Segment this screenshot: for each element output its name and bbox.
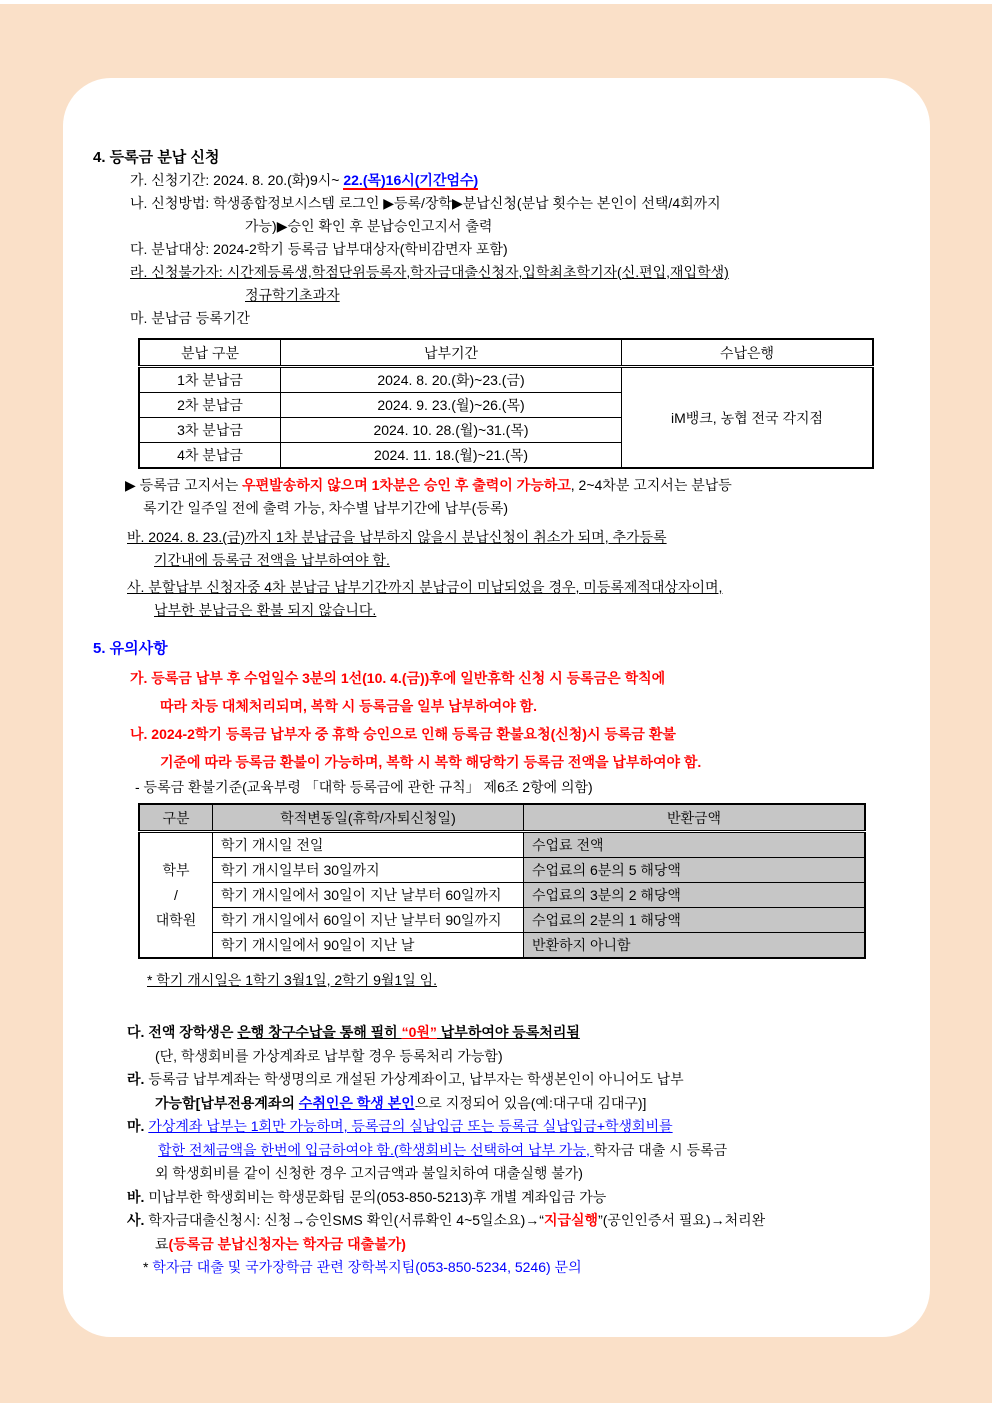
header-payment-period: 납부기간: [281, 339, 622, 367]
cell-refund-3: 수업료의 3분의 2 해당액: [524, 883, 866, 908]
cell-refund-4: 수업료의 2분의 1 해당액: [524, 908, 866, 933]
contact-star: *: [143, 1259, 153, 1275]
item-installment-period: 마. 분납금 등록기간: [130, 310, 250, 326]
scan-top-margin: [0, 0, 992, 4]
note-loan-line1: [93, 1209, 904, 1233]
cell-change-3: 학기 개시일에서 30일이 지난 날부터 60일까지: [213, 883, 524, 908]
scholarship-marker: 다.: [127, 1024, 149, 1040]
virtual-blue2: 합한 전체금액을 한번에 입금하여야 함.(학생회비는 선택하여 납부 가능,: [158, 1141, 594, 1158]
norefund-text1: 사. 분할납부 신청자중 4차 분납금 납부기간까지 분납금이 미납되었을 경우, 미등록제적대상자이며,: [127, 579, 723, 595]
note-virtual-line2: [93, 1139, 904, 1163]
note-virtual-line3: 외 학생회비를 같이 신청한 경우 고지금액과 불일치하여 대출실행 불가): [155, 1165, 583, 1181]
account-payee-highlight: 수취인은 학생 본인: [298, 1094, 415, 1111]
triangle-bullet-icon: ▶: [125, 477, 136, 493]
cell-change-4: 학기 개시일에서 60일이 지난 날부터 90일까지: [213, 908, 524, 933]
account-text1: 등록금 납부계좌는 학생명의로 개설된 가상계좌이고, 납부자는 학생본인이 아니어도 납부: [148, 1071, 684, 1087]
scholarship-bold: 전액 장학생은: [148, 1024, 238, 1040]
item-apply-method-line2: 가능)▶승인 확인 후 분납승인고지서 출력: [245, 218, 493, 234]
cell-change-2: 학기 개시일부터 30일까지: [213, 858, 524, 883]
table-row: [139, 883, 865, 908]
table-row: [139, 367, 873, 393]
fee-marker: 바.: [127, 1188, 149, 1205]
fee-text: 미납부한 학생회비는 학생문화팀 문의(053-850-5213)후 개별 계좌입금 가능: [148, 1188, 607, 1205]
cell-period-4: 2024. 11. 18.(월)~21.(목): [281, 443, 622, 469]
loan-line2-prefix: 료: [155, 1235, 169, 1252]
cell-installment-1: 1차 분납금: [139, 367, 281, 393]
cell-installment-2: 2차 분납금: [139, 393, 281, 418]
apply-period-text: 가. 신청기간: 2024. 8. 20.(화)9시~: [130, 172, 344, 188]
caution-leave-line1: 가. 등록금 납부 후 수업일수 3분의 1선(10. 4.(금))후에 일반휴학 신청 시 등록금은 학칙에: [130, 670, 666, 686]
not-eligible-text1: 라. 신청불가자: 시간제등록생,학점단위등록자,학자금대출신청자,입학최초학기자(신.편입,재입학생): [130, 264, 729, 280]
note-account-line2: [93, 1092, 904, 1116]
header-installment-type: 분납 구분: [139, 339, 281, 367]
scholarship-underline2: 납부하여야 등록처리됨: [436, 1024, 580, 1040]
item-target: 다. 분납대상: 2024-2학기 등록금 납부대상자(학비감면자 포함): [130, 241, 508, 257]
refund-rule-intro: - 등록금 환불기준(교육부령 「대학 등록금에 관한 규칙」 제6조 2항에 의함): [135, 779, 593, 795]
installment-table-header-row: [139, 339, 873, 367]
note-scholarship-line2: (단, 학생회비를 가상계좌로 납부할 경우 등록처리 가능함): [155, 1047, 503, 1064]
item-norefund-line2: [93, 599, 904, 622]
loan-forbidden-highlight: (등록금 분납신청자는 학자금 대출불가): [168, 1235, 406, 1252]
scholarship-underline1: 은행 창구수납을 통해 필히: [237, 1024, 402, 1040]
table-row: [139, 832, 865, 858]
header-refund-amount: 반환금액: [524, 804, 866, 832]
cancel-text1: 바. 2024. 8. 23.(금)까지 1차 분납금을 납부하지 않을시 분납신청이 취소가 되며, 추가등록: [127, 529, 667, 545]
not-eligible-text2: 정규학기초과자: [245, 287, 340, 303]
cell-installment-4: 4차 분납금: [139, 443, 281, 469]
cell-refund-2: 수업료의 6분의 5 해당액: [524, 858, 866, 883]
loan-marker: 사.: [127, 1212, 149, 1228]
loan-text2: ”(공인인증서 필요)→처리완: [598, 1212, 766, 1228]
note-bill-post: , 2~4차분 고지서는 분납등: [570, 477, 732, 493]
header-receiving-bank: 수납은행: [622, 339, 874, 367]
cell-refund-5: 반환하지 아니함: [524, 933, 866, 959]
group-undergrad: 학부: [162, 861, 190, 878]
cell-change-1: 학기 개시일 전일: [213, 832, 524, 858]
header-category: 구분: [139, 804, 213, 832]
cell-change-5: 학기 개시일에서 90일이 지난 날: [213, 933, 524, 959]
note-bill-line2: 록기간 일주일 전에 출력 가능, 차수별 납부기간에 납부(등록): [143, 500, 509, 516]
cell-period-1: 2024. 8. 20.(화)~23.(금): [281, 367, 622, 393]
item-cancel-line1: [93, 526, 904, 549]
apply-deadline-highlight: 22.(목)16시(기간엄수): [343, 172, 479, 188]
item-apply-period: [93, 169, 904, 192]
item-apply-method-line1: 나. 신청방법: 학생종합정보시스템 로그인 ▶등록/장학▶분납신청(분납 횟수는 본인이 선택/4회까지: [130, 195, 721, 211]
note-contact-line: [93, 1256, 904, 1280]
caution-leave-line2: 따라 차등 대체처리되며, 복학 시 등록금을 일부 납부하여야 함.: [160, 698, 537, 714]
table-row: [139, 908, 865, 933]
account-bold: 가능함[납부전용계좌의: [155, 1094, 299, 1111]
account-marker: 라.: [127, 1071, 149, 1087]
group-slash: /: [174, 886, 178, 903]
semester-start-footnote: [93, 969, 904, 992]
table-row: [139, 858, 865, 883]
norefund-text2: 납부한 분납금은 환불 되지 않습니다.: [154, 602, 377, 618]
cell-period-2: 2024. 9. 23.(월)~26.(목): [281, 393, 622, 418]
section5-title: 5. 유의사항: [93, 640, 168, 657]
virtual-marker: 마.: [127, 1118, 149, 1134]
semester-start-text: * 학기 개시일은 1학기 3월1일, 2학기 9월1일 임.: [147, 972, 438, 988]
refund-table: [138, 803, 866, 959]
item-norefund-line1: [93, 576, 904, 599]
loan-text1: 학자금대출신청시: 신청→승인SMS 확인(서류확인 4~5일소요)→“: [148, 1212, 544, 1228]
note-loan-line2: [93, 1233, 904, 1257]
cell-bank: iM뱅크, 농협 전국 각지점: [622, 367, 874, 469]
header-change-date: 학적변동일(휴학/자퇴신청일): [213, 804, 524, 832]
item-cancel-line2: [93, 549, 904, 572]
notice-page: [63, 78, 930, 1337]
cancel-text2: 기간내에 등록금 전액을 납부하여야 함.: [154, 552, 390, 568]
caution-refund-line1: 나. 2024-2학기 등록금 납부자 중 휴학 승인으로 인해 등록금 환불요청(신청)시 등록금 환불: [130, 726, 676, 742]
table-row: [139, 933, 865, 959]
cell-category-group: [139, 832, 213, 959]
notice-content: [63, 78, 930, 1280]
cell-period-3: 2024. 10. 28.(월)~31.(목): [281, 418, 622, 443]
item-not-eligible-line1: [93, 261, 904, 284]
scholarship-zero-won: “0원”: [401, 1024, 437, 1040]
contact-text: 학자금 대출 및 국가장학금 관련 장학복지팀(053-850-5234, 5246) 문의: [152, 1259, 582, 1275]
virtual-blue1: 가상계좌 납부는 1회만 가능하며, 등록금의 실납입금 또는 등록금 실납입금+학생회비를: [148, 1118, 673, 1134]
section4-title: 4. 등록금 분납 신청: [93, 149, 220, 166]
note-account-line1: [93, 1068, 904, 1092]
caution-refund-line2: 기준에 따라 등록금 환불이 가능하며, 복학 시 복학 해당학기 등록금 전액을 납부하여야 함.: [160, 754, 702, 770]
refund-table-header-row: [139, 804, 865, 832]
cell-installment-3: 3차 분납금: [139, 418, 281, 443]
installment-table: [138, 338, 874, 469]
cell-refund-1: 수업료 전액: [524, 832, 866, 858]
note-bill-pre: 등록금 고지서는: [139, 477, 243, 493]
item-not-eligible-line2: [93, 284, 904, 307]
virtual-text2: 학자금 대출 시 등록금: [593, 1141, 728, 1158]
group-grad: 대학원: [155, 911, 197, 928]
note-scholarship-line1: [93, 1021, 904, 1045]
note-fee-line: [93, 1186, 904, 1210]
note-virtual-line1: [93, 1115, 904, 1139]
note-bill-red: 우편발송하지 않으며 1차분은 승인 후 출력이 가능하고: [242, 477, 571, 493]
note-bill-line1: [93, 474, 904, 497]
account-text2: 으로 지정되어 있음(예:대구대 김대구)]: [414, 1094, 647, 1111]
loan-execute-highlight: 지급실행: [543, 1212, 599, 1228]
